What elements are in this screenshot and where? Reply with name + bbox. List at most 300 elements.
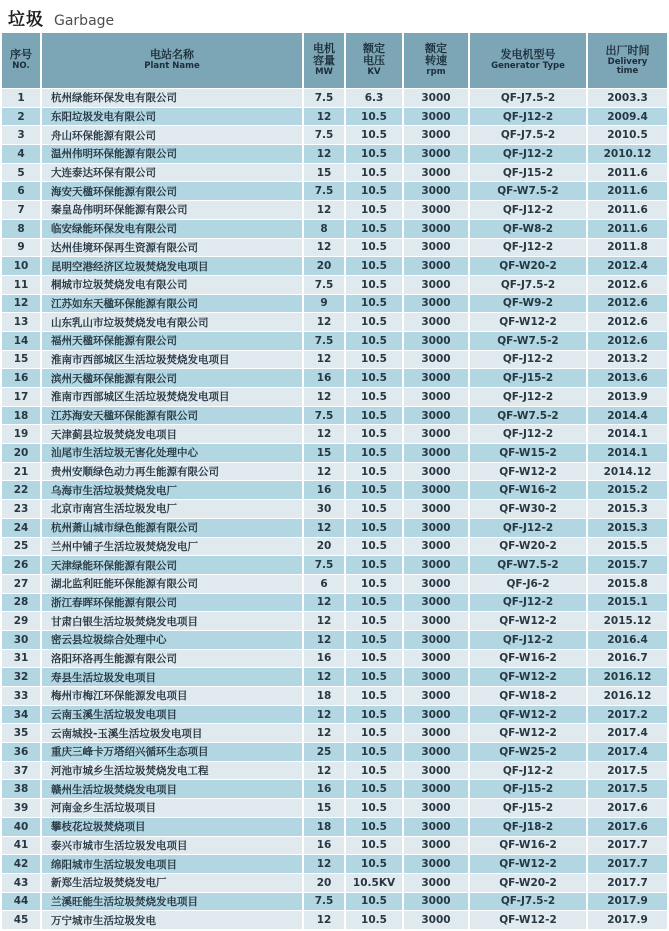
cell-rpm: 3000	[404, 108, 468, 126]
cell-mw: 12	[304, 911, 344, 929]
column-header-rpm	[404, 33, 468, 88]
cell-generator-type: QF-J15-2	[470, 164, 586, 182]
cell-plant-name: 达州佳境环保再生资源有限公司	[42, 239, 302, 257]
cell-plant-name: 杭州绿能环保发电有限公司	[42, 89, 302, 107]
cell-delivery-time: 2017.7	[588, 855, 667, 873]
table-row	[2, 650, 667, 669]
cell-kv: 10.5	[346, 369, 402, 387]
cell-no: 16	[2, 369, 40, 387]
cell-generator-type: QF-W12-2	[470, 313, 586, 331]
cell-no: 7	[2, 201, 40, 219]
cell-delivery-time: 2015.8	[588, 575, 667, 593]
cell-mw: 7.5	[304, 332, 344, 350]
cell-rpm: 3000	[404, 126, 468, 144]
table-row	[2, 911, 667, 930]
cell-generator-type: QF-J12-2	[470, 631, 586, 649]
cell-delivery-time: 2016.7	[588, 650, 667, 668]
table-row	[2, 575, 667, 594]
cell-rpm: 3000	[404, 724, 468, 742]
cell-delivery-time: 2013.6	[588, 369, 667, 387]
cell-no: 21	[2, 463, 40, 481]
table-row	[2, 762, 667, 781]
cell-delivery-time: 2017.7	[588, 874, 667, 892]
cell-mw: 16	[304, 837, 344, 855]
cell-no: 13	[2, 313, 40, 331]
cell-no: 25	[2, 538, 40, 556]
cell-mw: 12	[304, 631, 344, 649]
cell-plant-name: 天津蓟县垃圾焚烧发电项目	[42, 425, 302, 443]
table-row	[2, 369, 667, 388]
cell-no: 5	[2, 164, 40, 182]
cell-kv: 10.5	[346, 481, 402, 499]
cell-delivery-time: 2012.6	[588, 276, 667, 294]
plants-table	[2, 33, 667, 930]
cell-no: 42	[2, 855, 40, 873]
cell-no: 9	[2, 239, 40, 257]
column-header-kv-zh: 额定电压	[363, 42, 385, 68]
cell-delivery-time: 2014.1	[588, 425, 667, 443]
cell-plant-name: 福州天楹环保能源有限公司	[42, 332, 302, 350]
table-row	[2, 893, 667, 912]
column-header-delivery-time-en: Delivery time	[607, 56, 648, 77]
cell-mw: 12	[304, 108, 344, 126]
table-row	[2, 164, 667, 183]
table-row	[2, 108, 667, 127]
cell-plant-name: 重庆三峰卡万塔绍兴循环生态项目	[42, 743, 302, 761]
cell-no: 15	[2, 351, 40, 369]
cell-no: 38	[2, 780, 40, 798]
cell-mw: 7.5	[304, 556, 344, 574]
cell-kv: 10.5	[346, 463, 402, 481]
cell-no: 28	[2, 594, 40, 612]
cell-kv: 10.5	[346, 388, 402, 406]
cell-mw: 18	[304, 687, 344, 705]
cell-rpm: 3000	[404, 182, 468, 200]
cell-delivery-time: 2017.9	[588, 893, 667, 911]
cell-generator-type: QF-J12-2	[470, 201, 586, 219]
cell-delivery-time: 2017.5	[588, 762, 667, 780]
cell-generator-type: QF-W7.5-2	[470, 556, 586, 574]
table-row	[2, 780, 667, 799]
cell-delivery-time: 2015.7	[588, 556, 667, 574]
cell-rpm: 3000	[404, 89, 468, 107]
cell-kv: 10.5	[346, 519, 402, 537]
cell-mw: 6	[304, 575, 344, 593]
cell-mw: 15	[304, 164, 344, 182]
table-row	[2, 145, 667, 164]
cell-plant-name: 赣州生活垃圾焚烧发电项目	[42, 780, 302, 798]
cell-generator-type: QF-W12-2	[470, 911, 586, 929]
table-row	[2, 519, 667, 538]
table-row	[2, 351, 667, 370]
cell-generator-type: QF-W20-2	[470, 874, 586, 892]
cell-mw: 12	[304, 594, 344, 612]
cell-delivery-time: 2010.5	[588, 126, 667, 144]
cell-plant-name: 密云县垃圾综合处理中心	[42, 631, 302, 649]
table-row	[2, 239, 667, 258]
table-row	[2, 500, 667, 519]
cell-mw: 12	[304, 612, 344, 630]
cell-rpm: 3000	[404, 519, 468, 537]
table-row	[2, 444, 667, 463]
cell-delivery-time: 2014.1	[588, 444, 667, 462]
cell-kv: 10.5KV	[346, 874, 402, 892]
cell-generator-type: QF-J7.5-2	[470, 893, 586, 911]
cell-generator-type: QF-J12-2	[470, 239, 586, 257]
cell-kv: 10.5	[346, 911, 402, 929]
cell-delivery-time: 2011.8	[588, 239, 667, 257]
cell-no: 29	[2, 612, 40, 630]
cell-no: 26	[2, 556, 40, 574]
cell-plant-name: 东阳垃圾发电有限公司	[42, 108, 302, 126]
cell-kv: 10.5	[346, 687, 402, 705]
cell-generator-type: QF-W7.5-2	[470, 332, 586, 350]
table-row	[2, 687, 667, 706]
cell-no: 10	[2, 257, 40, 275]
cell-plant-name: 寿县生活垃圾发电项目	[42, 668, 302, 686]
column-header-rpm-en: rpm	[426, 67, 446, 78]
table-row	[2, 425, 667, 444]
cell-generator-type: QF-W7.5-2	[470, 182, 586, 200]
cell-no: 2	[2, 108, 40, 126]
cell-no: 11	[2, 276, 40, 294]
cell-mw: 12	[304, 145, 344, 163]
cell-kv: 10.5	[346, 145, 402, 163]
cell-delivery-time: 2011.6	[588, 201, 667, 219]
cell-generator-type: QF-J7.5-2	[470, 89, 586, 107]
cell-no: 4	[2, 145, 40, 163]
cell-no: 40	[2, 818, 40, 836]
table-row	[2, 594, 667, 613]
column-header-generator-type-en: Generator Type	[491, 61, 565, 72]
cell-plant-name: 万宁城市生活垃圾发电	[42, 911, 302, 929]
cell-delivery-time: 2015.12	[588, 612, 667, 630]
cell-delivery-time: 2009.4	[588, 108, 667, 126]
cell-no: 35	[2, 724, 40, 742]
cell-rpm: 3000	[404, 369, 468, 387]
cell-delivery-time: 2017.4	[588, 743, 667, 761]
column-header-delivery-time	[588, 33, 667, 88]
table-row	[2, 874, 667, 893]
cell-no: 17	[2, 388, 40, 406]
cell-no: 45	[2, 911, 40, 929]
cell-kv: 10.5	[346, 818, 402, 836]
cell-plant-name: 北京市南宫生活垃圾发电厂	[42, 500, 302, 518]
cell-plant-name: 兰溪旺能生活垃圾焚烧发电项目	[42, 893, 302, 911]
cell-rpm: 3000	[404, 313, 468, 331]
cell-mw: 12	[304, 668, 344, 686]
cell-kv: 10.5	[346, 724, 402, 742]
cell-kv: 6.3	[346, 89, 402, 107]
cell-rpm: 3000	[404, 220, 468, 238]
cell-plant-name: 滨州天楹环保能源有限公司	[42, 369, 302, 387]
cell-generator-type: QF-W12-2	[470, 706, 586, 724]
cell-kv: 10.5	[346, 407, 402, 425]
cell-generator-type: QF-J12-2	[470, 762, 586, 780]
column-header-delivery-time-zh: 出厂时间	[605, 43, 650, 57]
cell-rpm: 3000	[404, 538, 468, 556]
cell-mw: 12	[304, 762, 344, 780]
cell-rpm: 3000	[404, 351, 468, 369]
cell-delivery-time: 2017.9	[588, 911, 667, 929]
cell-kv: 10.5	[346, 650, 402, 668]
cell-generator-type: QF-W15-2	[470, 444, 586, 462]
table-row	[2, 818, 667, 837]
cell-kv: 10.5	[346, 126, 402, 144]
cell-rpm: 3000	[404, 295, 468, 313]
cell-rpm: 3000	[404, 145, 468, 163]
table-row	[2, 463, 667, 482]
cell-generator-type: QF-W16-2	[470, 650, 586, 668]
column-header-no-en: NO.	[12, 61, 30, 72]
table-row	[2, 407, 667, 426]
cell-delivery-time: 2015.1	[588, 594, 667, 612]
cell-delivery-time: 2017.6	[588, 799, 667, 817]
table-header-row	[2, 33, 667, 88]
cell-plant-name: 河池市城乡生活垃圾焚烧发电工程	[42, 762, 302, 780]
cell-delivery-time: 2012.4	[588, 257, 667, 275]
cell-plant-name: 温州伟明环保能源有限公司	[42, 145, 302, 163]
cell-generator-type: QF-J6-2	[470, 575, 586, 593]
table-row	[2, 388, 667, 407]
cell-no: 6	[2, 182, 40, 200]
cell-mw: 7.5	[304, 126, 344, 144]
cell-no: 14	[2, 332, 40, 350]
table-row	[2, 276, 667, 295]
cell-mw: 15	[304, 799, 344, 817]
cell-plant-name: 攀枝花垃圾焚烧项目	[42, 818, 302, 836]
cell-rpm: 3000	[404, 257, 468, 275]
table-row	[2, 201, 667, 220]
column-header-plant-name-zh: 电站名称	[150, 48, 194, 62]
table-row	[2, 612, 667, 631]
cell-rpm: 3000	[404, 762, 468, 780]
cell-generator-type: QF-J15-2	[470, 799, 586, 817]
table-row	[2, 295, 667, 314]
cell-rpm: 3000	[404, 799, 468, 817]
cell-rpm: 3000	[404, 780, 468, 798]
cell-mw: 12	[304, 463, 344, 481]
cell-generator-type: QF-J18-2	[470, 818, 586, 836]
cell-mw: 12	[304, 425, 344, 443]
cell-plant-name: 桐城市垃圾焚烧发电有限公司	[42, 276, 302, 294]
table-row	[2, 220, 667, 239]
page-title-en: Garbage	[54, 13, 115, 29]
table-row	[2, 724, 667, 743]
cell-mw: 7.5	[304, 407, 344, 425]
cell-mw: 8	[304, 220, 344, 238]
table-row	[2, 837, 667, 856]
cell-delivery-time: 2017.2	[588, 706, 667, 724]
cell-no: 8	[2, 220, 40, 238]
cell-plant-name: 浙江春晖环保能源有限公司	[42, 594, 302, 612]
cell-no: 24	[2, 519, 40, 537]
cell-plant-name: 杭州萧山城市绿色能源有限公司	[42, 519, 302, 537]
cell-kv: 10.5	[346, 538, 402, 556]
cell-rpm: 3000	[404, 650, 468, 668]
table-row	[2, 668, 667, 687]
cell-rpm: 3000	[404, 444, 468, 462]
cell-plant-name: 秦皇岛伟明环保能源有限公司	[42, 201, 302, 219]
cell-kv: 10.5	[346, 425, 402, 443]
cell-kv: 10.5	[346, 500, 402, 518]
cell-generator-type: QF-W30-2	[470, 500, 586, 518]
cell-plant-name: 河南金乡生活垃圾项目	[42, 799, 302, 817]
cell-mw: 30	[304, 500, 344, 518]
cell-mw: 18	[304, 818, 344, 836]
cell-kv: 10.5	[346, 893, 402, 911]
cell-kv: 10.5	[346, 220, 402, 238]
cell-rpm: 3000	[404, 575, 468, 593]
cell-mw: 7.5	[304, 182, 344, 200]
cell-no: 33	[2, 687, 40, 705]
cell-generator-type: QF-J12-2	[470, 519, 586, 537]
cell-kv: 10.5	[346, 182, 402, 200]
cell-rpm: 3000	[404, 668, 468, 686]
table-row	[2, 332, 667, 351]
cell-no: 1	[2, 89, 40, 107]
cell-generator-type: QF-W25-2	[470, 743, 586, 761]
cell-rpm: 3000	[404, 594, 468, 612]
cell-plant-name: 贵州安顺绿色动力再生能源有限公司	[42, 463, 302, 481]
cell-no: 44	[2, 893, 40, 911]
column-header-rpm-zh: 额定转速	[425, 42, 447, 68]
cell-mw: 12	[304, 201, 344, 219]
column-header-mw-zh: 电机容量	[313, 42, 335, 68]
cell-mw: 16	[304, 650, 344, 668]
cell-kv: 10.5	[346, 631, 402, 649]
cell-kv: 10.5	[346, 780, 402, 798]
cell-rpm: 3000	[404, 818, 468, 836]
cell-generator-type: QF-J7.5-2	[470, 276, 586, 294]
cell-plant-name: 舟山环保能源有限公司	[42, 126, 302, 144]
cell-no: 27	[2, 575, 40, 593]
cell-generator-type: QF-W20-2	[470, 257, 586, 275]
cell-plant-name: 泰兴市城市生活垃圾发电项目	[42, 837, 302, 855]
column-header-plant-name-en: Plant Name	[144, 61, 200, 72]
cell-rpm: 3000	[404, 612, 468, 630]
cell-delivery-time: 2016.12	[588, 687, 667, 705]
cell-kv: 10.5	[346, 313, 402, 331]
cell-plant-name: 天津绿能环保能源有限公司	[42, 556, 302, 574]
cell-mw: 20	[304, 874, 344, 892]
cell-delivery-time: 2011.6	[588, 182, 667, 200]
cell-no: 37	[2, 762, 40, 780]
cell-rpm: 3000	[404, 407, 468, 425]
cell-delivery-time: 2016.4	[588, 631, 667, 649]
cell-rpm: 3000	[404, 631, 468, 649]
cell-delivery-time: 2012.6	[588, 295, 667, 313]
column-header-generator-type-zh: 发电机型号	[500, 48, 556, 62]
cell-no: 39	[2, 799, 40, 817]
column-header-kv-en: KV	[367, 67, 381, 78]
page-title-zh: 垃圾	[8, 10, 44, 30]
table-row	[2, 89, 667, 108]
cell-mw: 7.5	[304, 89, 344, 107]
cell-kv: 10.5	[346, 799, 402, 817]
cell-no: 18	[2, 407, 40, 425]
cell-kv: 10.5	[346, 855, 402, 873]
cell-no: 19	[2, 425, 40, 443]
cell-no: 34	[2, 706, 40, 724]
cell-generator-type: QF-J7.5-2	[470, 126, 586, 144]
cell-no: 31	[2, 650, 40, 668]
cell-kv: 10.5	[346, 444, 402, 462]
cell-kv: 10.5	[346, 706, 402, 724]
cell-generator-type: QF-W12-2	[470, 612, 586, 630]
cell-no: 43	[2, 874, 40, 892]
cell-delivery-time: 2014.12	[588, 463, 667, 481]
cell-rpm: 3000	[404, 332, 468, 350]
cell-plant-name: 洛阳环洛再生能源有限公司	[42, 650, 302, 668]
cell-rpm: 3000	[404, 388, 468, 406]
cell-no: 22	[2, 481, 40, 499]
cell-generator-type: QF-W7.5-2	[470, 407, 586, 425]
cell-generator-type: QF-W12-2	[470, 463, 586, 481]
cell-plant-name: 大连泰达环保有限公司	[42, 164, 302, 182]
cell-delivery-time: 2017.5	[588, 780, 667, 798]
column-header-generator-type	[470, 33, 586, 88]
cell-plant-name: 淮南市西部城区生活垃圾焚烧发电项目	[42, 388, 302, 406]
cell-kv: 10.5	[346, 332, 402, 350]
cell-generator-type: QF-W9-2	[470, 295, 586, 313]
cell-delivery-time: 2017.7	[588, 837, 667, 855]
cell-kv: 10.5	[346, 351, 402, 369]
cell-mw: 12	[304, 855, 344, 873]
cell-mw: 12	[304, 239, 344, 257]
cell-delivery-time: 2003.3	[588, 89, 667, 107]
cell-delivery-time: 2012.6	[588, 313, 667, 331]
cell-mw: 12	[304, 519, 344, 537]
cell-rpm: 3000	[404, 837, 468, 855]
cell-mw: 12	[304, 313, 344, 331]
cell-mw: 12	[304, 706, 344, 724]
cell-mw: 25	[304, 743, 344, 761]
cell-mw: 16	[304, 481, 344, 499]
cell-plant-name: 云南城投-玉溪生活垃圾发电项目	[42, 724, 302, 742]
cell-mw: 7.5	[304, 276, 344, 294]
table-row	[2, 182, 667, 201]
column-header-mw-en: MW	[315, 67, 333, 78]
cell-delivery-time: 2013.9	[588, 388, 667, 406]
cell-plant-name: 云南玉溪生活垃圾发电项目	[42, 706, 302, 724]
cell-generator-type: QF-W12-2	[470, 724, 586, 742]
cell-kv: 10.5	[346, 837, 402, 855]
cell-delivery-time: 2014.4	[588, 407, 667, 425]
cell-generator-type: QF-J12-2	[470, 351, 586, 369]
cell-plant-name: 绵阳城市生活垃圾发电项目	[42, 855, 302, 873]
cell-rpm: 3000	[404, 743, 468, 761]
table-row	[2, 855, 667, 874]
cell-generator-type: QF-W12-2	[470, 668, 586, 686]
cell-rpm: 3000	[404, 855, 468, 873]
cell-kv: 10.5	[346, 556, 402, 574]
table-row	[2, 257, 667, 276]
cell-rpm: 3000	[404, 463, 468, 481]
table-row	[2, 126, 667, 145]
cell-mw: 20	[304, 257, 344, 275]
cell-generator-type: QF-W8-2	[470, 220, 586, 238]
column-header-mw	[304, 33, 344, 88]
cell-kv: 10.5	[346, 108, 402, 126]
cell-rpm: 3000	[404, 556, 468, 574]
cell-mw: 12	[304, 351, 344, 369]
cell-no: 36	[2, 743, 40, 761]
cell-rpm: 3000	[404, 687, 468, 705]
cell-plant-name: 昆明空港经济区垃圾焚烧发电项目	[42, 257, 302, 275]
cell-delivery-time: 2011.6	[588, 164, 667, 182]
cell-delivery-time: 2011.6	[588, 220, 667, 238]
